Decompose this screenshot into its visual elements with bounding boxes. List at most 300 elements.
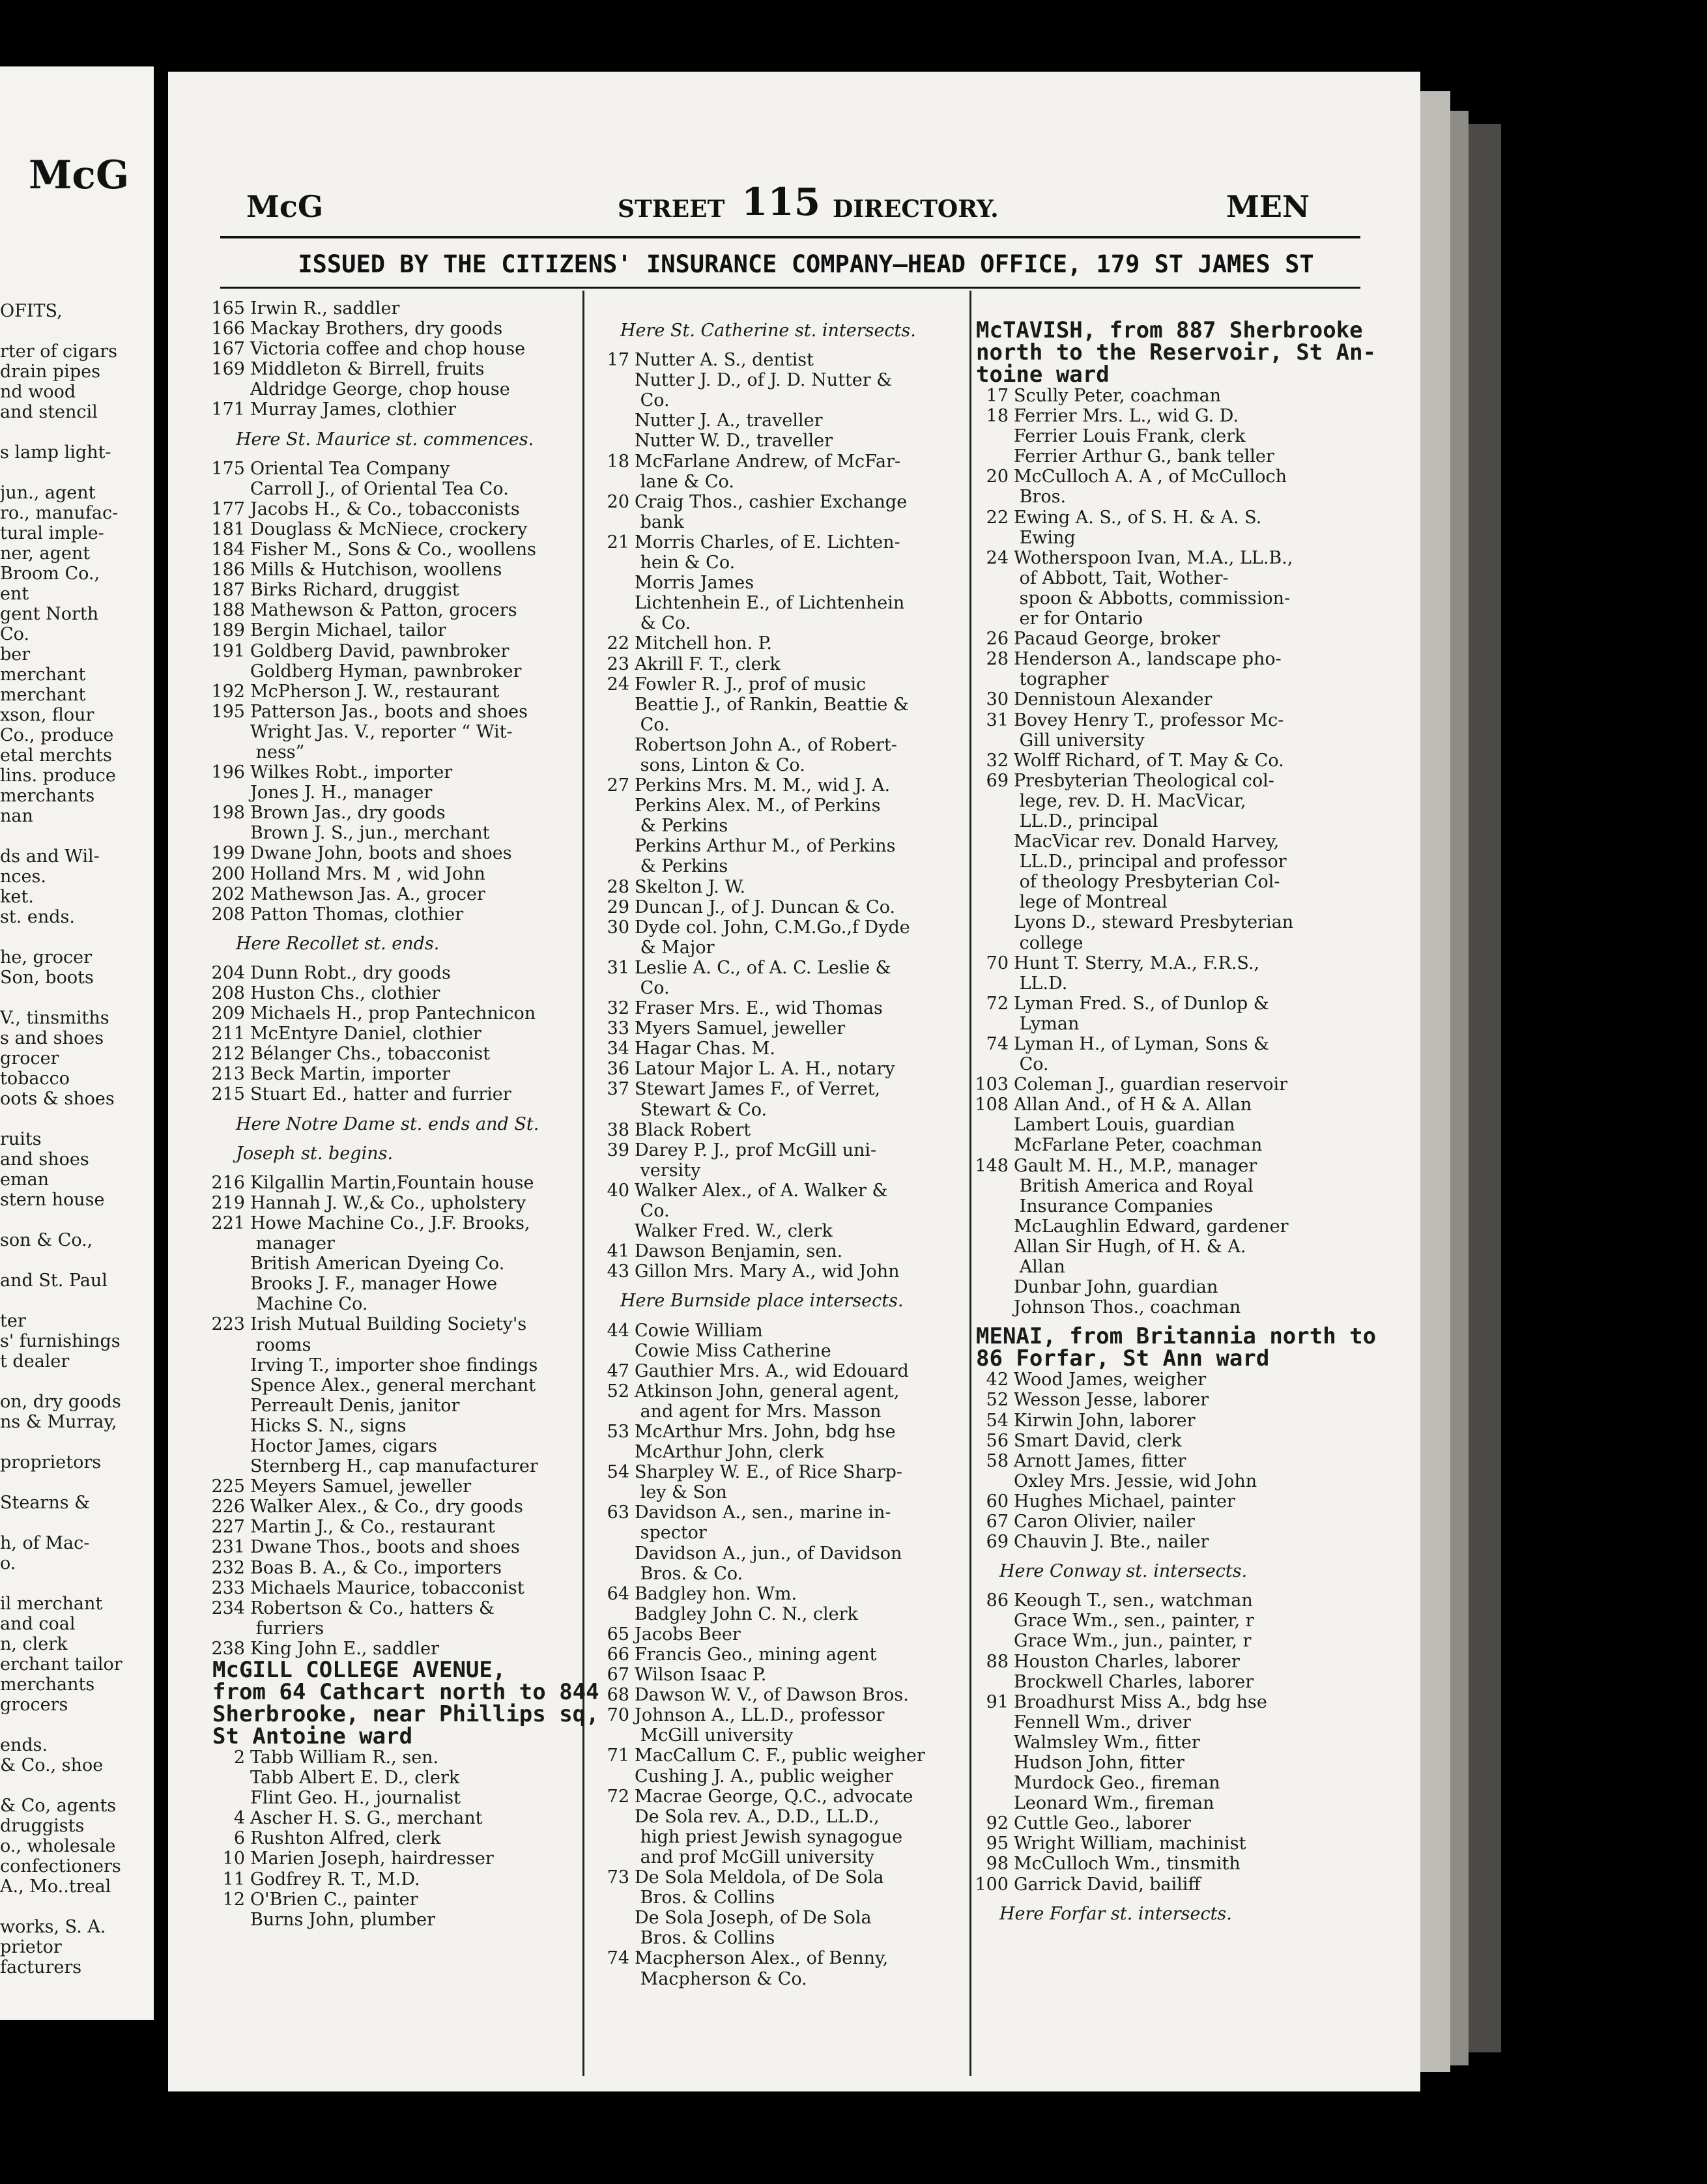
house-number: 31: [986, 710, 1009, 730]
directory-entry: [207, 600, 599, 620]
previous-page-line: Son, boots: [0, 968, 94, 988]
resident-text: and prof McGill university: [635, 1846, 874, 1867]
house-number: 23: [607, 654, 629, 674]
resident-text: Cowie William: [635, 1320, 763, 1341]
directory-entry: [971, 912, 1376, 932]
directory-entry: [592, 1787, 925, 1807]
directory-entry: [592, 897, 925, 917]
resident-text: Ferrier Mrs. L., wid G. D.: [1014, 406, 1239, 427]
previous-page-line: st. ends.: [0, 907, 75, 927]
street-heading: McTAVISH, from 887 Sherbrooke: [976, 317, 1363, 343]
previous-page-line: s' furnishings: [0, 1331, 121, 1351]
directory-entry: [971, 649, 1376, 669]
resident-text: Tabb Albert E. D., clerk: [250, 1768, 460, 1789]
house-number: 188: [211, 600, 245, 621]
resident-text: Lyman: [1014, 1013, 1080, 1034]
resident-text: Patterson Jas., boots and shoes: [250, 701, 528, 722]
house-number: 65: [607, 1624, 629, 1645]
resident-text: Allan Sir Hugh, of H. & A.: [1014, 1236, 1246, 1257]
directory-entry: [592, 1482, 925, 1502]
directory-entry: [592, 472, 925, 492]
resident-text: Meyers Samuel, jeweller: [250, 1476, 472, 1497]
directory-entry: [971, 1451, 1376, 1471]
directory-entry: [592, 593, 925, 613]
resident-text: Mills & Hutchison, woollens: [250, 560, 502, 581]
previous-page-line: facturers: [0, 1957, 82, 1977]
resident-text: & Major: [635, 937, 715, 958]
house-number: 187: [211, 580, 245, 601]
resident-text: McArthur Mrs. John, bdg hse: [635, 1421, 896, 1442]
directory-entry: [592, 1746, 925, 1766]
house-number: 148: [975, 1155, 1009, 1176]
directory-entry: [971, 1712, 1376, 1732]
house-number: 191: [211, 640, 245, 661]
previous-page-line: ber: [0, 644, 31, 665]
directory-entry: [971, 1370, 1376, 1390]
resident-text: & Perkins: [635, 816, 728, 837]
resident-text: of Abbott, Tait, Wother-: [1014, 568, 1229, 588]
directory-entry: [207, 1084, 599, 1104]
directory-entry: [971, 548, 1376, 568]
previous-page-line: ds and Wil-: [0, 846, 100, 867]
house-number: 40: [607, 1180, 629, 1201]
directory-entry: [207, 1788, 599, 1808]
directory-entry: [592, 1181, 925, 1201]
directory-entry: [971, 1176, 1376, 1196]
resident-text: Dwane Thos., boots and shoes: [250, 1537, 520, 1558]
resident-text: Carroll J., of Oriental Tea Co.: [250, 478, 509, 499]
previous-page-line: [0, 1291, 122, 1311]
previous-page-line: nd wood: [0, 382, 76, 402]
previous-page-line: lins. produce: [0, 766, 116, 786]
previous-page-line: on, dry goods: [0, 1392, 121, 1412]
resident-text: Hannah J. W.,& Co., upholstery: [250, 1192, 526, 1213]
resident-text: Mitchell hon. P.: [635, 633, 772, 654]
house-number: 213: [211, 1064, 245, 1085]
previous-page-line: n, clerk: [0, 1634, 68, 1654]
resident-text: Grace Wm., jun., painter, r: [1014, 1631, 1252, 1652]
house-number: 43: [607, 1261, 629, 1282]
resident-text: Gault M. H., M.P., manager: [1014, 1155, 1257, 1176]
resident-text: furriers: [250, 1618, 324, 1639]
resident-text: Lyman H., of Lyman, Sons &: [1014, 1034, 1270, 1054]
previous-page-line: ns & Murray,: [0, 1412, 117, 1432]
directory-entry: [207, 803, 599, 823]
resident-text: De Sola Meldola, of De Sola: [635, 1867, 884, 1888]
directory-entry: [592, 1120, 925, 1140]
directory-entry: [207, 298, 599, 319]
directory-entry: [971, 528, 1376, 548]
previous-page-line: s and shoes: [0, 1028, 104, 1048]
resident-text: Burns John, plumber: [250, 1909, 436, 1930]
directory-entry: [592, 998, 925, 1018]
previous-page-line: nan: [0, 806, 33, 826]
directory-entry: [971, 1411, 1376, 1431]
previous-page-line: son & Co.,: [0, 1230, 93, 1250]
resident-text: Co.: [635, 390, 670, 411]
directory-entry: [971, 1156, 1376, 1176]
previous-page-line: [0, 1432, 122, 1452]
house-number: 66: [607, 1645, 629, 1665]
directory-entry: [971, 1390, 1376, 1410]
directory-entry: [592, 1321, 925, 1341]
page-edge: [1420, 91, 1450, 2072]
directory-entry: [207, 1375, 599, 1396]
directory-entry: [207, 1233, 599, 1254]
house-number: 181: [211, 519, 245, 539]
resident-text: Keough T., sen., watchman: [1014, 1590, 1253, 1611]
previous-page-line: Broom Co.,: [0, 564, 100, 584]
house-number: 38: [607, 1119, 629, 1140]
street-heading: from 64 Cathcart north to 844: [212, 1679, 599, 1705]
previous-page-line: tobacco: [0, 1069, 70, 1089]
directory-entry: [592, 1401, 925, 1422]
directory-entry: [207, 1889, 599, 1910]
house-number: 32: [607, 998, 629, 1019]
resident-text: Walmsley Wm., fitter: [1014, 1732, 1200, 1753]
house-number: 47: [607, 1360, 629, 1381]
house-number: 86: [986, 1590, 1009, 1611]
directory-entry: [971, 933, 1376, 953]
directory-entry: [971, 994, 1376, 1014]
house-number: 202: [211, 884, 245, 904]
previous-page-line: grocers: [0, 1695, 68, 1715]
page-number: 115: [741, 180, 821, 224]
resident-text: Bergin Michael, tailor: [250, 620, 446, 641]
resident-text: Insurance Companies: [1014, 1196, 1213, 1216]
previous-page-line: ter: [0, 1311, 26, 1331]
previous-page-line: xson, flour: [0, 705, 94, 725]
resident-text: Sternberg H., cap manufacturer: [250, 1456, 538, 1477]
house-number: 67: [607, 1665, 629, 1686]
directory-entry: [592, 492, 925, 512]
resident-text: sons, Linton & Co.: [635, 754, 805, 775]
previous-page-line: tural imple-: [0, 523, 104, 543]
resident-text: Rushton Alfred, clerk: [250, 1828, 441, 1849]
directory-entry: [592, 1462, 925, 1482]
directory-entry: [207, 762, 599, 783]
directory-entry: [971, 487, 1376, 507]
resident-text: lege of Montreal: [1014, 892, 1168, 913]
resident-text: Perkins Alex. M., of Perkins: [635, 796, 881, 816]
directory-entry: [971, 1512, 1376, 1532]
house-number: 56: [986, 1430, 1009, 1451]
directory-entry: [971, 1074, 1376, 1095]
house-number: 28: [986, 649, 1009, 670]
house-number: 233: [211, 1577, 245, 1598]
house-number: 234: [211, 1598, 245, 1618]
previous-page-line: eman: [0, 1170, 50, 1190]
resident-text: Oxley Mrs. Jessie, wid John: [1014, 1471, 1257, 1491]
directory-entry: [207, 1396, 599, 1416]
directory-entry: [592, 1201, 925, 1221]
directory-entry: [592, 877, 925, 897]
resident-text: Bros. & Collins: [635, 1888, 775, 1908]
resident-text: Nutter J. A., traveller: [635, 410, 823, 431]
directory-entry: [592, 1241, 925, 1261]
cross-street-note: Here Notre Dame st. ends and St.: [236, 1114, 539, 1134]
house-number: 209: [211, 1003, 245, 1024]
directory-entry: [592, 917, 925, 938]
resident-text: Morris James: [635, 573, 754, 594]
directory-entry: [207, 742, 599, 762]
street-heading: north to the Reservoir, St An-: [976, 339, 1377, 366]
house-number: 30: [607, 917, 629, 938]
resident-text: Oriental Tea Company: [250, 458, 450, 479]
house-number: 24: [986, 547, 1009, 568]
house-number: 28: [607, 876, 629, 897]
resident-text: Macpherson Alex., of Benny,: [635, 1948, 889, 1969]
house-number: 204: [211, 962, 245, 983]
house-number: 30: [986, 689, 1009, 710]
house-number: 71: [607, 1746, 629, 1766]
directory-entry: [592, 695, 925, 715]
column-2: [592, 311, 925, 1989]
resident-text: Caron Olivier, nailer: [1014, 1511, 1195, 1532]
previous-page-line: OFITS,: [0, 301, 63, 321]
directory-entry: [592, 775, 925, 796]
resident-text: Henderson A., landscape pho-: [1014, 649, 1282, 670]
directory-entry: [971, 1753, 1376, 1773]
resident-text: Middleton & Birrell, fruits: [250, 359, 485, 380]
resident-text: Brockwell Charles, laborer: [1014, 1671, 1254, 1692]
house-number: 226: [211, 1497, 245, 1517]
directory-entry: [971, 629, 1376, 649]
house-number: 211: [211, 1024, 245, 1044]
previous-page-line: [0, 826, 122, 846]
house-number: 69: [986, 1532, 1009, 1553]
resident-text: Brooks J. F., manager Howe: [250, 1274, 498, 1295]
house-number: 52: [607, 1381, 629, 1401]
previous-page-line: Co.: [0, 624, 30, 644]
previous-page-line: [0, 1210, 122, 1230]
directory-entry: [207, 1335, 599, 1355]
previous-page-line: [0, 1250, 122, 1271]
directory-entry: [207, 319, 599, 339]
resident-text: & Co.: [635, 613, 691, 634]
cross-street-note: Here Burnside place intersects.: [620, 1291, 904, 1312]
directory-entry: [971, 1014, 1376, 1034]
directory-entry: [971, 710, 1376, 730]
resident-text: Mackay Brothers, dry goods: [250, 319, 503, 339]
directory-entry: [207, 560, 599, 580]
directory-entry: [971, 1631, 1376, 1651]
directory-entry: [971, 1491, 1376, 1512]
directory-entry: [971, 588, 1376, 609]
resident-text: Lyons D., steward Presbyterian: [1014, 912, 1294, 933]
resident-text: Wood James, weigher: [1014, 1370, 1207, 1390]
house-number: 189: [211, 620, 245, 641]
house-number: 216: [211, 1172, 245, 1193]
resident-text: McPherson J. W., restaurant: [250, 681, 500, 702]
directory-entry: [592, 816, 925, 836]
directory-entry: [592, 1908, 925, 1928]
previous-page-line: o., wholesale: [0, 1836, 116, 1856]
directory-entry: [592, 1888, 925, 1908]
house-number: 98: [986, 1854, 1009, 1875]
resident-text: Gillon Mrs. Mary A., wid John: [635, 1261, 900, 1282]
resident-text: Latour Major L. A. H., notary: [635, 1059, 895, 1080]
house-number: 165: [211, 298, 245, 319]
directory-entry: [207, 1497, 599, 1517]
previous-page-line: [0, 1513, 122, 1533]
house-number: 18: [607, 451, 629, 472]
resident-text: Akrill F. T., clerk: [635, 654, 781, 674]
resident-text: hein & Co.: [635, 553, 736, 573]
directory-entry: [592, 573, 925, 593]
house-number: 36: [607, 1059, 629, 1080]
previous-page-line: jun., agent: [0, 483, 96, 503]
directory-entry: [207, 1456, 599, 1476]
directory-entry: [592, 1079, 925, 1099]
directory-entry: [971, 609, 1376, 629]
directory-entry: [592, 1160, 925, 1181]
directory-entry: [592, 735, 925, 755]
previous-page-line: stern house: [0, 1190, 105, 1210]
resident-text: Davidson A., sen., marine in-: [635, 1502, 891, 1523]
resident-text: Stewart James F., of Verret,: [635, 1079, 881, 1100]
directory-entry: [592, 1847, 925, 1867]
house-number: 223: [211, 1314, 245, 1335]
resident-text: Arnott James, fitter: [1014, 1450, 1186, 1471]
house-number: 72: [986, 993, 1009, 1014]
directory-entry: [592, 1969, 925, 1989]
directory-entry: [207, 1747, 599, 1768]
directory-entry: [207, 1436, 599, 1456]
resident-text: Jacobs H., & Co., tobacconists: [250, 498, 520, 519]
directory-entry: [971, 386, 1376, 406]
directory-entry: [592, 1705, 925, 1725]
previous-page-line: he, grocer: [0, 947, 92, 968]
resident-text: Cuttle Geo., laborer: [1014, 1813, 1192, 1834]
directory-entry: [592, 452, 925, 472]
resident-text: Francis Geo., mining agent: [635, 1645, 877, 1665]
directory-entry: [207, 1024, 599, 1044]
house-number: 31: [607, 957, 629, 978]
directory-entry: [592, 1685, 925, 1705]
house-number: 63: [607, 1502, 629, 1523]
resident-text: Victoria coffee and chop house: [250, 339, 526, 360]
resident-text: Goldberg David, pawnbroker: [250, 640, 509, 661]
resident-text: Allan: [1014, 1257, 1065, 1278]
resident-text: Cowie Miss Catherine: [635, 1340, 831, 1361]
resident-text: Hoctor James, cigars: [250, 1435, 437, 1456]
header-directory: DIRECTORY.: [833, 195, 999, 223]
directory-entry: [971, 1532, 1376, 1552]
resident-text: spector: [635, 1523, 707, 1544]
resident-text: Dennistoun Alexander: [1014, 689, 1212, 710]
directory-entry: [971, 1732, 1376, 1753]
directory-entry: [971, 1054, 1376, 1074]
directory-entry: [207, 1869, 599, 1889]
resident-text: Coleman J., guardian reservoir: [1014, 1074, 1288, 1095]
directory-entry: [971, 1297, 1376, 1317]
resident-text: Mathewson & Patton, grocers: [250, 600, 517, 621]
house-number: 69: [986, 770, 1009, 791]
resident-text: Ferrier Louis Frank, clerk: [1014, 426, 1246, 447]
previous-page-lines: [0, 301, 122, 1977]
resident-text: Murdock Geo., fireman: [1014, 1773, 1220, 1794]
directory-entry: [207, 1173, 599, 1193]
house-number: 171: [211, 399, 245, 420]
directory-entry: [592, 674, 925, 695]
resident-text: Ewing A. S., of S. H. & A. S.: [1014, 507, 1262, 528]
header-right: MEN: [1226, 189, 1310, 224]
house-number: 11: [222, 1869, 245, 1889]
house-number: 20: [607, 491, 629, 512]
directory-entry: [207, 1193, 599, 1213]
directory-entry: [971, 1813, 1376, 1833]
house-number: 192: [211, 681, 245, 702]
resident-text: Nutter J. D., of J. D. Nutter &: [635, 370, 893, 391]
resident-text: Dunn Robt., dry goods: [250, 962, 451, 983]
directory-entry: [592, 1807, 925, 1827]
directory-entry: [207, 1578, 599, 1598]
resident-text: Douglass & McNiece, crockery: [250, 519, 528, 539]
house-number: 91: [986, 1691, 1009, 1712]
resident-text: Hudson John, fitter: [1014, 1753, 1184, 1773]
resident-text: Aldridge George, chop house: [250, 379, 510, 400]
directory-entry: [971, 811, 1376, 831]
previous-page-line: h, of Mac-: [0, 1533, 90, 1553]
resident-text: Fraser Mrs. E., wid Thomas: [635, 998, 883, 1019]
directory-entry: [592, 1645, 925, 1665]
house-number: 177: [211, 498, 245, 519]
resident-text: Nutter A. S., dentist: [635, 350, 814, 371]
previous-page-line: [0, 1573, 122, 1594]
previous-page-line: il merchant: [0, 1594, 103, 1614]
resident-text: Macrae George, Q.C., advocate: [635, 1786, 913, 1807]
directory-entry: [207, 783, 599, 803]
directory-entry: [207, 1064, 599, 1084]
resident-text: British American Dyeing Co.: [250, 1254, 505, 1274]
previous-page-line: [0, 1897, 122, 1917]
resident-text: Perreault Denis, janitor: [250, 1395, 460, 1416]
resident-text: Wolff Richard, of T. May & Co.: [1014, 750, 1284, 771]
directory-entry: [207, 379, 599, 399]
street-heading: St Antoine ward: [212, 1723, 413, 1749]
previous-page-line: ent: [0, 584, 29, 604]
directory-entry: [592, 1502, 925, 1523]
resident-text: Co.: [635, 714, 670, 735]
resident-text: McGill university: [635, 1725, 794, 1746]
resident-text: Fisher M., Sons & Co., woollens: [250, 539, 536, 560]
previous-page-line: Co., produce: [0, 725, 114, 745]
directory-entry: [592, 715, 925, 735]
directory-entry: [592, 512, 925, 532]
directory-entry: [971, 1611, 1376, 1631]
resident-text: McFarlane Peter, coachman: [1014, 1135, 1263, 1156]
previous-page-line: merchants: [0, 786, 95, 806]
resident-text: Johnson Thos., coachman: [1014, 1297, 1241, 1318]
directory-entry: [971, 446, 1376, 467]
cross-street-note: Here Conway st. intersects.: [999, 1561, 1248, 1582]
directory-entry: [592, 1361, 925, 1381]
resident-text: Grace Wm., sen., painter, r: [1014, 1611, 1254, 1631]
street-heading: McGILL COLLEGE AVENUE,: [212, 1657, 506, 1683]
directory-entry: [207, 1828, 599, 1848]
directory-entry: [971, 406, 1376, 426]
resident-text: Smart David, clerk: [1014, 1430, 1182, 1451]
resident-text: Bélanger Chs., tobacconist: [250, 1044, 491, 1065]
resident-text: Fennell Wm., driver: [1014, 1712, 1191, 1732]
previous-page-line: nces.: [0, 867, 46, 887]
resident-text: Ewing: [1014, 527, 1076, 548]
directory-entry: [592, 1604, 925, 1624]
directory-entry: [971, 669, 1376, 689]
resident-text: Huston Chs., clothier: [250, 983, 440, 1003]
previous-page-line: [0, 1715, 122, 1735]
